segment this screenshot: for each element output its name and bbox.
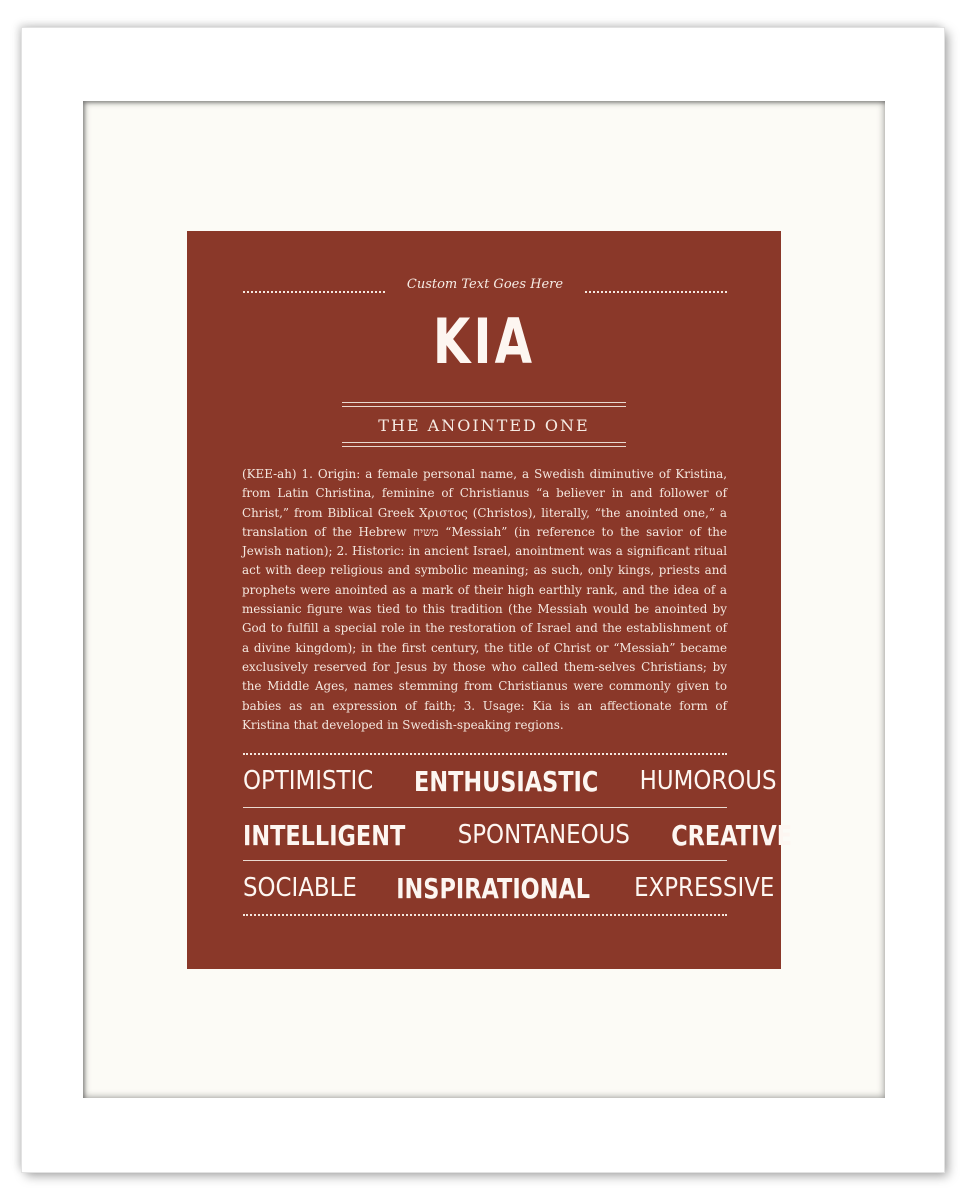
dotted-divider — [243, 914, 727, 916]
rule-line — [342, 446, 626, 447]
name-definition: (KEE-ah) 1. Origin: a female personal name, a Swedish diminutive of Kristina, from Latin Christina, feminine of Christianus “a believer in and follower of Christ,” from Biblical Greek Χριστος (Christos), literally, “the anointed one,” a translation of the Hebrew משיח “Messiah” (in reference to the savior of the Jewish nation); 2. Historic: in ancient Israel, anointment was a significant ritual act with deep religious and symbolic meaning; as such, only kings, priests and prophets were anointed as a mark of their high earthly rank, and the idea of a messianic figure was tied to this tradition (the Messiah would be anointed by God to fulfill a special role in the restoration of Israel and the establishment of a divine kingdom); in the first century, the title of Christ or “Messiah” became exclusively reserved for Jesus by those who called them-selves Christians; by the Middle Ages, names stemming from Christianus were commonly given to babies as an expression of faith; 3. Usage: Kia is an affectionate form of Kristina that developed in Swedish-speaking regions. — [242, 467, 728, 732]
name-meaning: THE ANOINTED ONE — [378, 416, 590, 435]
dotted-divider — [243, 291, 385, 293]
rule-line — [243, 807, 727, 808]
trait-word: INSPIRATIONAL — [396, 871, 591, 905]
name-title: KIA — [432, 305, 536, 378]
name-print — [187, 231, 793, 969]
rule-line — [342, 402, 626, 403]
trait-word: OPTIMISTIC — [243, 766, 374, 796]
rule-line — [243, 860, 727, 861]
dotted-divider — [243, 753, 727, 755]
custom-text: Custom Text Goes Here — [406, 277, 564, 292]
rule-line — [342, 406, 626, 407]
trait-row — [243, 815, 793, 855]
trait-word: INTELLIGENT — [243, 818, 406, 852]
trait-word: SPONTANEOUS — [457, 820, 630, 850]
trait-row — [243, 761, 777, 801]
trait-word: SOCIABLE — [243, 873, 357, 903]
custom-text-row — [243, 277, 727, 299]
trait-word: EXPRESSIVE — [633, 873, 774, 903]
trait-word: CREATIVE — [671, 818, 793, 852]
trait-word: HUMOROUS — [640, 766, 777, 796]
trait-row — [243, 868, 774, 908]
rule-line — [342, 442, 626, 443]
dotted-divider — [585, 291, 727, 293]
trait-word: ENTHUSIASTIC — [414, 764, 599, 798]
